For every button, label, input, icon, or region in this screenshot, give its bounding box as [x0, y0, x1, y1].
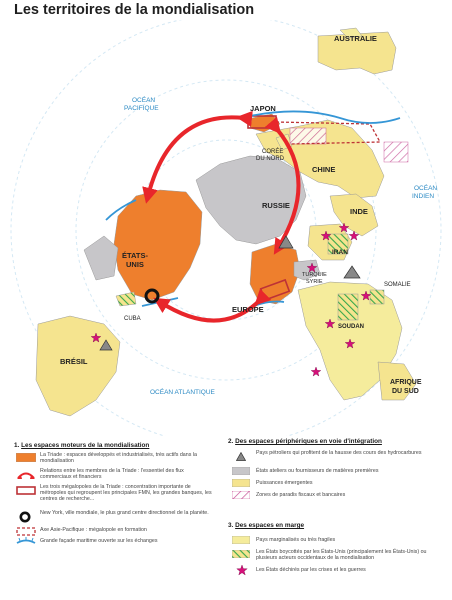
- tax-haven-zone-asia: [290, 128, 326, 144]
- boycott-hatch-icon: [232, 550, 250, 558]
- legend: [0, 436, 452, 600]
- tax-haven-hatch-icon: [232, 491, 250, 499]
- world-map: [0, 20, 452, 436]
- page-title: Les territoires de la mondialisation: [14, 2, 255, 18]
- oil-triangle-icon: [236, 452, 246, 461]
- legend-item-megalopoles: Les trois mégalopoles de la Triade : concentration importante de métropoles qui regroupent les principales FMN, les grandes banques, les centres de recherche...: [40, 484, 212, 503]
- label-soudan: SOUDAN: [338, 324, 365, 330]
- sudan-boycott: [338, 294, 358, 320]
- marginal-swatch-icon: [232, 536, 250, 544]
- legend-item-relations: Relations entre les membres de la Triade : l'essentiel des flux commerciaux et financiers: [40, 468, 184, 481]
- maritime-facade-icon: [16, 537, 36, 547]
- somalia-boycott: [370, 290, 384, 304]
- workshop-swatch-icon: [232, 467, 250, 475]
- legend-item-facade: Grande façade maritime ouverte sur les échanges: [40, 538, 158, 544]
- label-afrique-sud-2: DU SUD: [392, 388, 419, 395]
- label-chine: CHINE: [312, 165, 336, 174]
- label-somalie: SOMALIE: [384, 282, 411, 288]
- legend-section-3-title: 3. Des espaces en marge: [228, 522, 305, 529]
- label-iran: IRAN: [332, 249, 348, 256]
- legend-item-triade: La Triade : espaces développés et industrialisés, très actifs dans la mondialisation: [40, 452, 197, 465]
- label-ocean-atlantique: OCÉAN ATLANTIQUE: [150, 389, 215, 396]
- label-turquie: TURQUIE: [302, 272, 327, 278]
- legend-section-1-title: 1. Les espaces moteurs de la mondialisation: [14, 442, 150, 449]
- emerging-swatch-icon: [232, 479, 250, 487]
- relations-arrow-icon: [16, 469, 36, 479]
- label-ocean-pacifique-1: OCÉAN: [132, 97, 156, 104]
- label-etats-unis-2: UNIS: [126, 260, 144, 269]
- label-europe: EUROPE: [232, 305, 264, 314]
- label-syrie: SYRIE: [306, 279, 323, 285]
- tax-haven-zone-pacific: [384, 142, 408, 162]
- legend-item-axis: Axe Asie-Pacifique : mégalopole en formation: [40, 527, 147, 533]
- label-russie: RUSSIE: [262, 201, 290, 210]
- legend-item-oil: Pays pétroliers qui profitent de la hausse des cours des hydrocarbures: [256, 450, 422, 456]
- label-japon: JAPON: [250, 104, 276, 113]
- legend-item-workshop: États ateliers ou fournisseurs de matières premières: [256, 468, 379, 474]
- legend-item-marginal: Pays marginalisés ou très fragiles: [256, 537, 336, 543]
- triade-swatch-icon: [16, 453, 36, 462]
- legend-item-emerging: Puissances émergentes: [256, 480, 313, 486]
- label-coree-2: DU NORD: [256, 156, 284, 162]
- label-afrique-sud-1: AFRIQUE: [390, 379, 422, 386]
- label-coree-1: CORÉE: [262, 149, 284, 155]
- crisis-star-icon: [236, 564, 248, 576]
- label-etats-unis-1: ÉTATS-: [122, 251, 148, 260]
- label-australie: AUSTRALIE: [334, 34, 377, 43]
- legend-item-new-york: New York, ville mondiale, le plus grand centre directionnel de la planète.: [40, 510, 209, 516]
- asia-pacific-axis-icon: [16, 527, 36, 536]
- label-bresil: BRÉSIL: [60, 357, 88, 366]
- legend-item-crisis: Les États déchirés par les crises et les guerres: [256, 567, 366, 573]
- label-ocean-pacifique-2: PACIFIQUE: [124, 105, 159, 112]
- label-inde: INDE: [350, 207, 368, 216]
- label-cuba: CUBA: [124, 316, 141, 322]
- label-ocean-indien-2: INDIEN: [412, 193, 435, 200]
- world-city-ring-icon: [18, 511, 32, 523]
- legend-section-2-title: 2. Des espaces périphériques en voie d'intégration: [228, 438, 382, 445]
- legend-item-boycott: Les États boycottés par les États-Unis (principalement les États-Unis) ou plusieurs acteurs occidentaux de la mondialisation: [256, 549, 427, 562]
- label-ocean-indien-1: OCÉAN: [414, 185, 438, 192]
- legend-item-tax-haven: Zones de paradis fiscaux et bancaires: [256, 492, 346, 498]
- megalopole-rect-icon: [16, 486, 36, 495]
